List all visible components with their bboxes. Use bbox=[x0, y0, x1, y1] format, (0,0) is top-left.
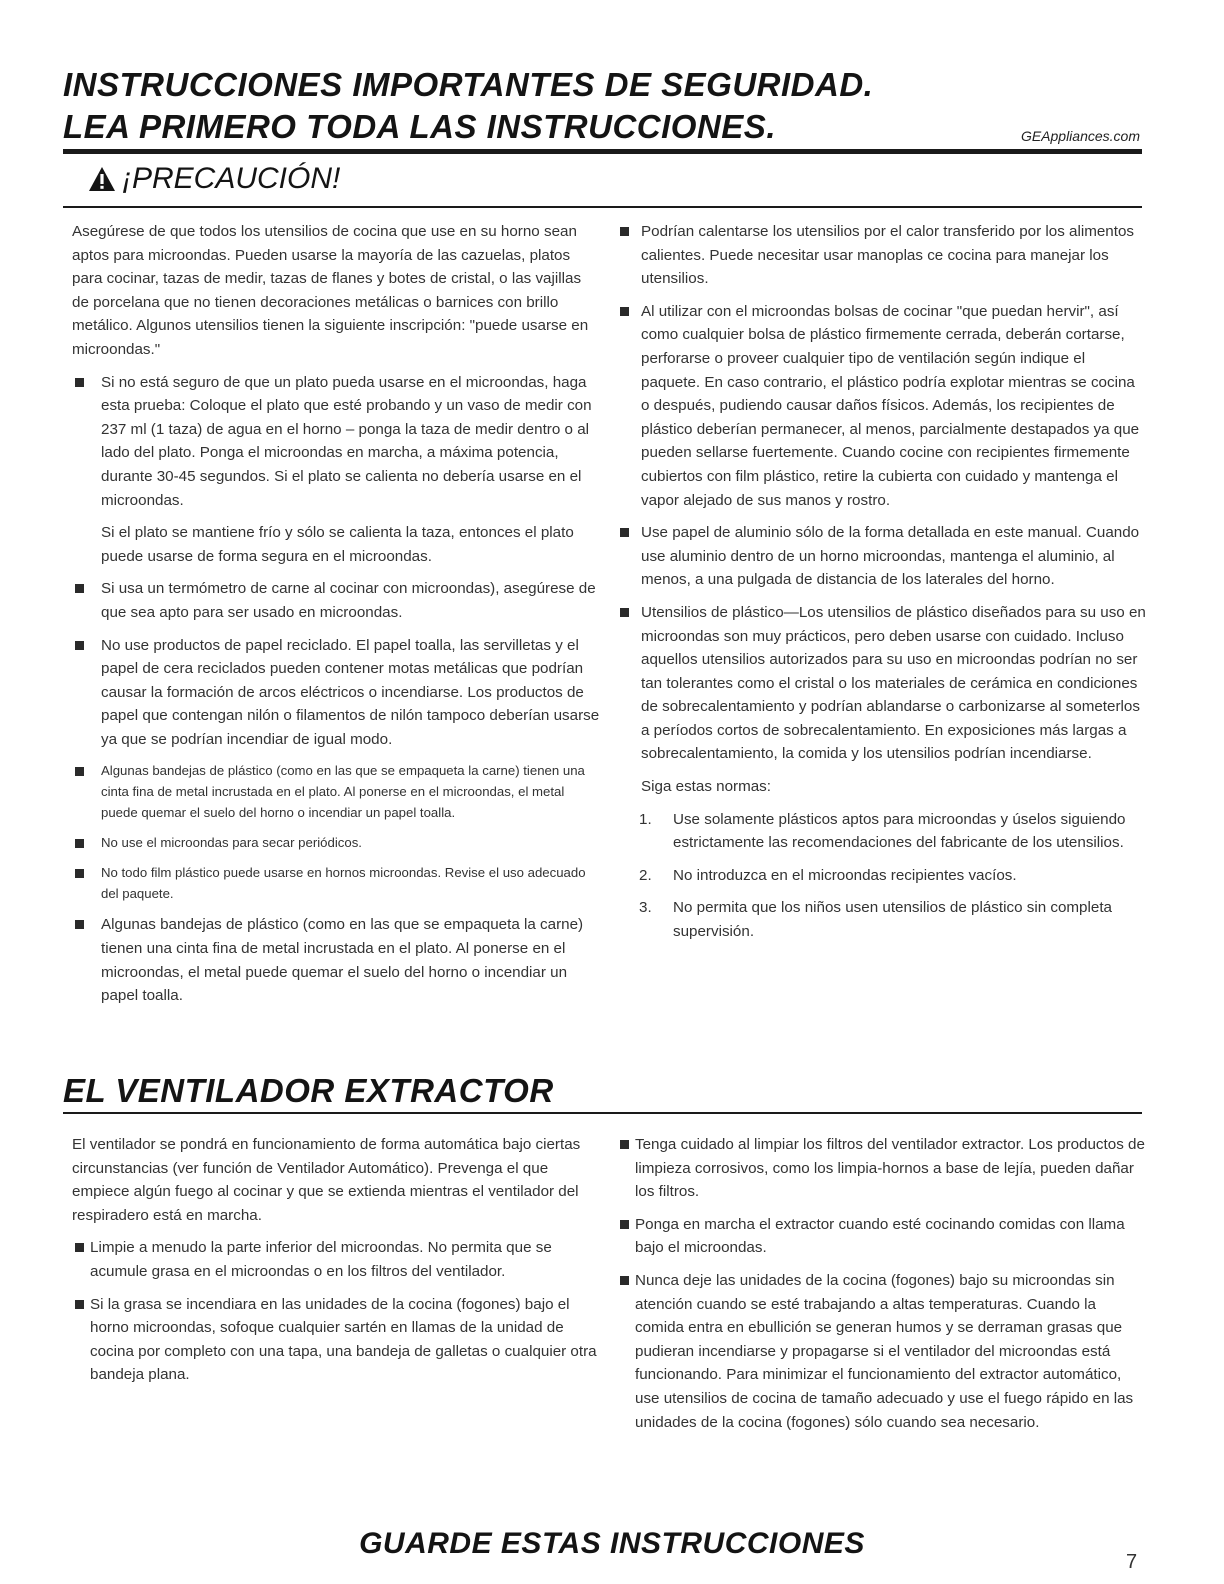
list-item: Nunca deje las unidades de la cocina (fogones) bajo su microondas sin atención cuando se esté trabajando a altas temperaturas. Cuando la comida entra en ebullición se generan humos y se derraman grasas que pudieran incendiarse y propagarse si el ventilador del microondas está funcionando. Para minimizar el funcionamiento del extractor automático, use utensilios de cocina de tamaño adecuado y use el fuego rápido en las unidades de la cocina (fogones) sólo cuando sea necesario. bbox=[617, 1269, 1147, 1434]
list-item: No use productos de papel reciclado. El papel toalla, las servilletas y el papel de cera reciclados pueden contener motas metálicas que podrían causar la formación de arcos eléctricos o incendiarse. Los productos de papel que contengan nilón o filamentos de nilón tampoco deberían usarse ya que se podrían incendiar de igual modo. bbox=[72, 634, 602, 752]
item-text: No permita que los niños usen utensilios de plástico sin completa supervisión. bbox=[673, 899, 1112, 941]
numbered-item bbox=[617, 808, 1147, 855]
vent-intro: El ventilador se pondrá en funcionamiento de forma automática bajo ciertas circunstancias (ver función de Ventilador Automático). Prevenga el que empiece algún fuego al cocinar y que se extienda mientras el ventilador del respiradero está en marcha. bbox=[72, 1136, 581, 1224]
item-number: 3. bbox=[639, 899, 652, 917]
list-item: No use el microondas para secar periódicos. bbox=[72, 832, 602, 853]
item-text: Use solamente plásticos aptos para microondas y úselos siguiendo estrictamente las recomendaciones del fabricante de los utensilios. bbox=[673, 810, 1126, 852]
list-item: Utensilios de plástico—Los utensilios de plástico diseñados para su uso en microondas son muy prácticos, pero deben usarse con cuidado. Incluso aquellos utensilios autorizados para su uso en microondas podrían no ser tan tolerantes como el cristal o los materiales de cerámica en condiciones de sobrecalentamiento y podrían ablandarse o carbonizarse al someterlos a períodos cortos de sobrecalentamiento. En exposiciones más largas a sobrecalentamiento, la comida y los utensilios podrían incendiarse. bbox=[617, 601, 1147, 766]
item-text: No introduzca en el microondas recipientes vacíos. bbox=[673, 866, 1017, 884]
list-item: Si no está seguro de que un plato pueda usarse en el microondas, haga esta prueba: Coloque el plato que esté probando y un vaso de medir con 237 ml (1 taza) de agua en el horno – ponga la taza de medir dentro o al lado del plato. Ponga el microondas en marcha, a máxima potencia, durante 30-45 segundos. Si el plato se calienta no debería usarse en el microondas. bbox=[72, 371, 602, 513]
list-item: Podrían calentarse los utensilios por el calor transferido por los alimentos calientes. Puede necesitar usar manoplas ce cocina para manejar los utensilios. bbox=[617, 220, 1147, 291]
rules-intro: Siga estas normas: bbox=[641, 778, 771, 796]
caution-heading-text: ¡PRECAUCIÓN! bbox=[122, 162, 341, 195]
page-title-line2: LEA PRIMERO TODA LAS INSTRUCCIONES. bbox=[63, 108, 776, 145]
right-column bbox=[617, 220, 1147, 953]
save-instructions-footer: GUARDE ESTAS INSTRUCCIONES bbox=[359, 1527, 865, 1560]
vent-left-column bbox=[72, 1133, 602, 1396]
left-column bbox=[72, 220, 602, 1017]
item-number: 1. bbox=[639, 810, 652, 828]
warning-triangle-icon bbox=[88, 166, 116, 192]
item-number: 2. bbox=[639, 866, 652, 884]
list-item: Limpie a menudo la parte inferior del microondas. No permita que se acumule grasa en el microondas o en los filtros del ventilador. bbox=[72, 1236, 602, 1283]
list-item: Algunas bandejas de plástico (como en las que se empaqueta la carne) tienen una cinta fina de metal incrustada en el plato. Al ponerse en el microondas, el metal puede quemar el suelo del horno o incendiar un papel toalla. bbox=[72, 913, 602, 1007]
intro-paragraph: Asegúrese de que todos los utensilios de cocina que use en su horno sean aptos para microondas. Pueden usarse la mayoría de las cazuelas, platos para cocinar, tazas de medir, tazas de flanes y botes de cristal, o las vajillas de porcelana que no tienen decoraciones metálicas o barnices con brillo metálico. Algunos utensilios tienen la siguiente inscripción: "puede usarse en microondas." bbox=[72, 223, 589, 358]
list-item: No todo film plástico puede usarse en hornos microondas. Revise el uso adecuado del paquete. bbox=[72, 862, 602, 904]
numbered-item bbox=[617, 864, 1147, 888]
header-rule bbox=[63, 149, 1142, 154]
list-item: Al utilizar con el microondas bolsas de cocinar "que puedan hervir", así como cualquier bolsa de plástico firmemente cerrada, deberán cortarse, perforarse o proveer cualquier tipo de ventilación según indique el paquete. En caso contrario, el plástico podría explotar mientras se cocina o después, pudiendo causar daños físicos. Además, los recipientes de plástico deberían permanecer, al menos, parcialmente destapados ya que pueden sellarse fuertemente. Cuando cocine con recipientes firmemente cubiertos con film plástico, retire la cubierta con cuidado y mantenga el vapor alejado de sus manos y rostro. bbox=[617, 300, 1147, 512]
caution-heading bbox=[88, 162, 340, 196]
list-item: Si la grasa se incendiara en las unidades de la cocina (fogones) bajo el horno microondas, sofoque cualquier sartén en llamas de la unidad de cocina por completo con una tapa, una bandeja de galletas o cualquier otra bandeja plana. bbox=[72, 1293, 602, 1387]
vent-right-column bbox=[617, 1133, 1147, 1443]
numbered-item bbox=[617, 896, 1147, 943]
list-item: Algunas bandejas de plástico (como en las que se empaqueta la carne) tienen una cinta fina de metal incrustada en el plato. Al ponerse en el microondas, el metal puede quemar el suelo del horno o incendiar un papel toalla. bbox=[72, 760, 602, 823]
website-link[interactable]: GEAppliances.com bbox=[1020, 128, 1140, 144]
list-item: Tenga cuidado al limpiar los filtros del ventilador extractor. Los productos de limpieza corrosivos, como los limpia-hornos a base de lejía, pueden dañar los filtros. bbox=[617, 1133, 1147, 1204]
list-item: Use papel de aluminio sólo de la forma detallada en este manual. Cuando use aluminio dentro de un horno microondas, mantenga el aluminio, al menos, a una pulgada de distancia de los laterales del horno. bbox=[617, 521, 1147, 592]
list-item: Si usa un termómetro de carne al cocinar con microondas), asegúrese de que sea apto para ser usado en microondas. bbox=[72, 577, 602, 624]
page-title-line1: INSTRUCCIONES IMPORTANTES DE SEGURIDAD. bbox=[63, 66, 874, 103]
list-item: Ponga en marcha el extractor cuando esté cocinando comidas con llama bajo el microondas. bbox=[617, 1213, 1147, 1260]
vent-rule bbox=[63, 1112, 1142, 1114]
list-item-continuation: Si el plato se mantiene frío y sólo se calienta la taza, entonces el plato puede usarse de forma segura en el microondas. bbox=[101, 524, 574, 565]
caution-rule bbox=[63, 206, 1142, 208]
page-number: 7 bbox=[1126, 1551, 1138, 1573]
section-heading-vent: EL VENTILADOR EXTRACTOR bbox=[63, 1072, 554, 1109]
